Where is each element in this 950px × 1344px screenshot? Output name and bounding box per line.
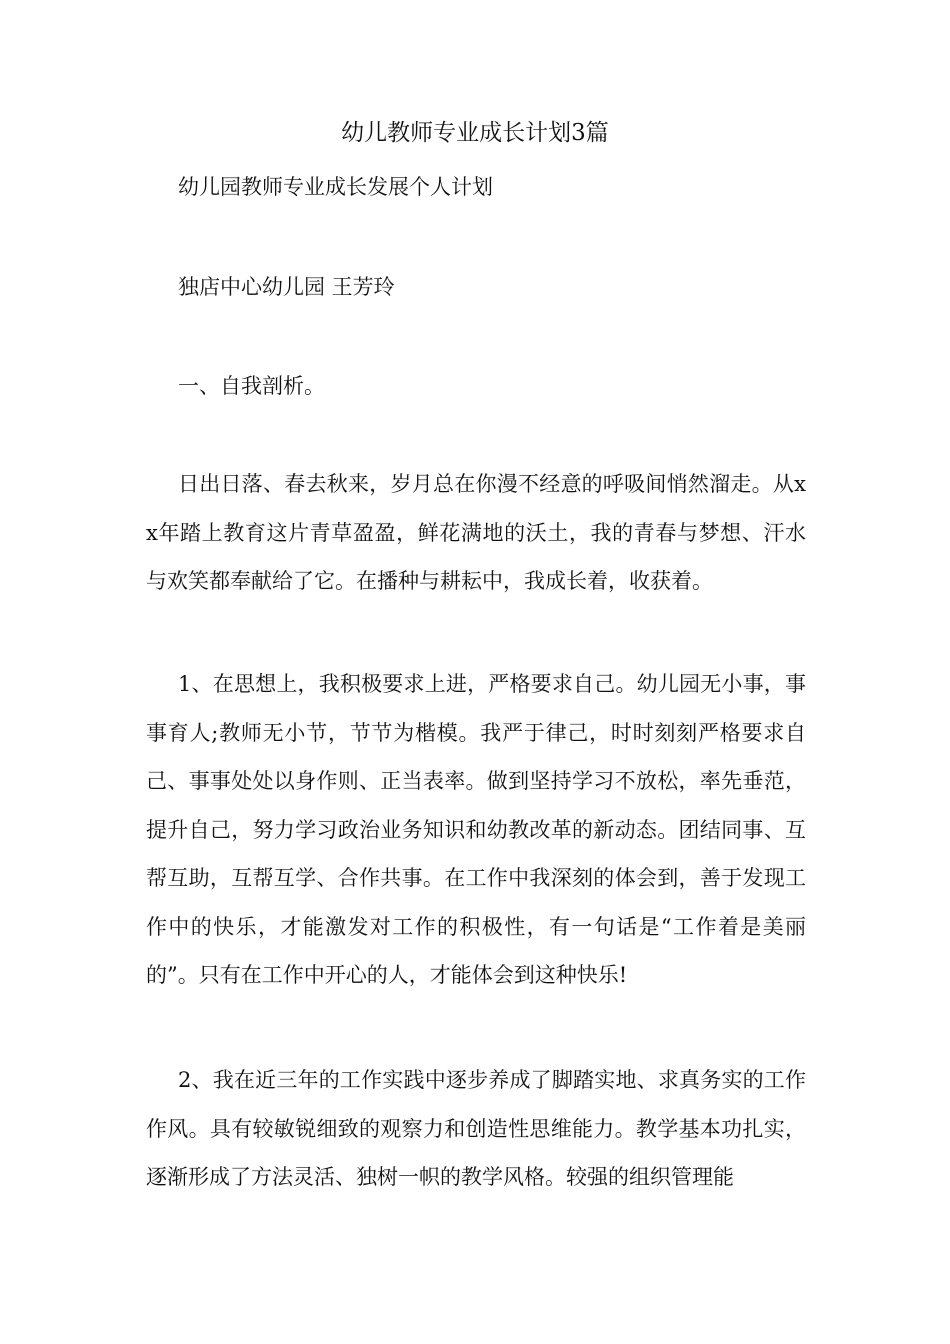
author-line: 独店中心幼儿园 王芳玲	[178, 275, 395, 299]
paragraph-intro: 日出日落、春去秋来，岁月总在你漫不经意的呼吸间悄然溜走。从xx年踏上教育这片青草盈盈，鲜花满地的沃土，我的青春与梦想、汗水与欢笑都奉献给了它。在播种与耕耘中，我成长着，收获着。	[146, 472, 806, 593]
document-subtitle: 幼儿园教师专业成长发展个人计划	[178, 175, 493, 199]
section-heading: 一、自我剖析。	[178, 374, 325, 398]
document-title: 幼儿教师专业成长计划3篇	[341, 120, 609, 146]
paragraph-2: 2、我在近三年的工作实践中逐步养成了脚踏实地、求真务实的工作作风。具有较敏锐细致的观察力和创造性思维能力。教学基本功扎实，逐渐形成了方法灵活、独树一帜的教学风格。较强的组织管理能	[146, 1068, 806, 1189]
paragraph-1: 1、在思想上，我积极要求上进，严格要求自己。幼儿园无小事，事事育人;教师无小节，节节为楷模。我严于律己，时时刻刻严格要求自己、事事处处以身作则、正当表率。做到坚持学习不放松，率先垂范，提升自己，努力学习政治业务知识和幼教改革的新动态。团结同事、互帮互助，互帮互学、合作共事。在工作中我深刻的体会到，善于发现工作中的快乐，才能激发对工作的积极性，有一句话是“工作着是美丽的”。只有在工作中开心的人，才能体会到这种快乐!	[146, 672, 806, 987]
